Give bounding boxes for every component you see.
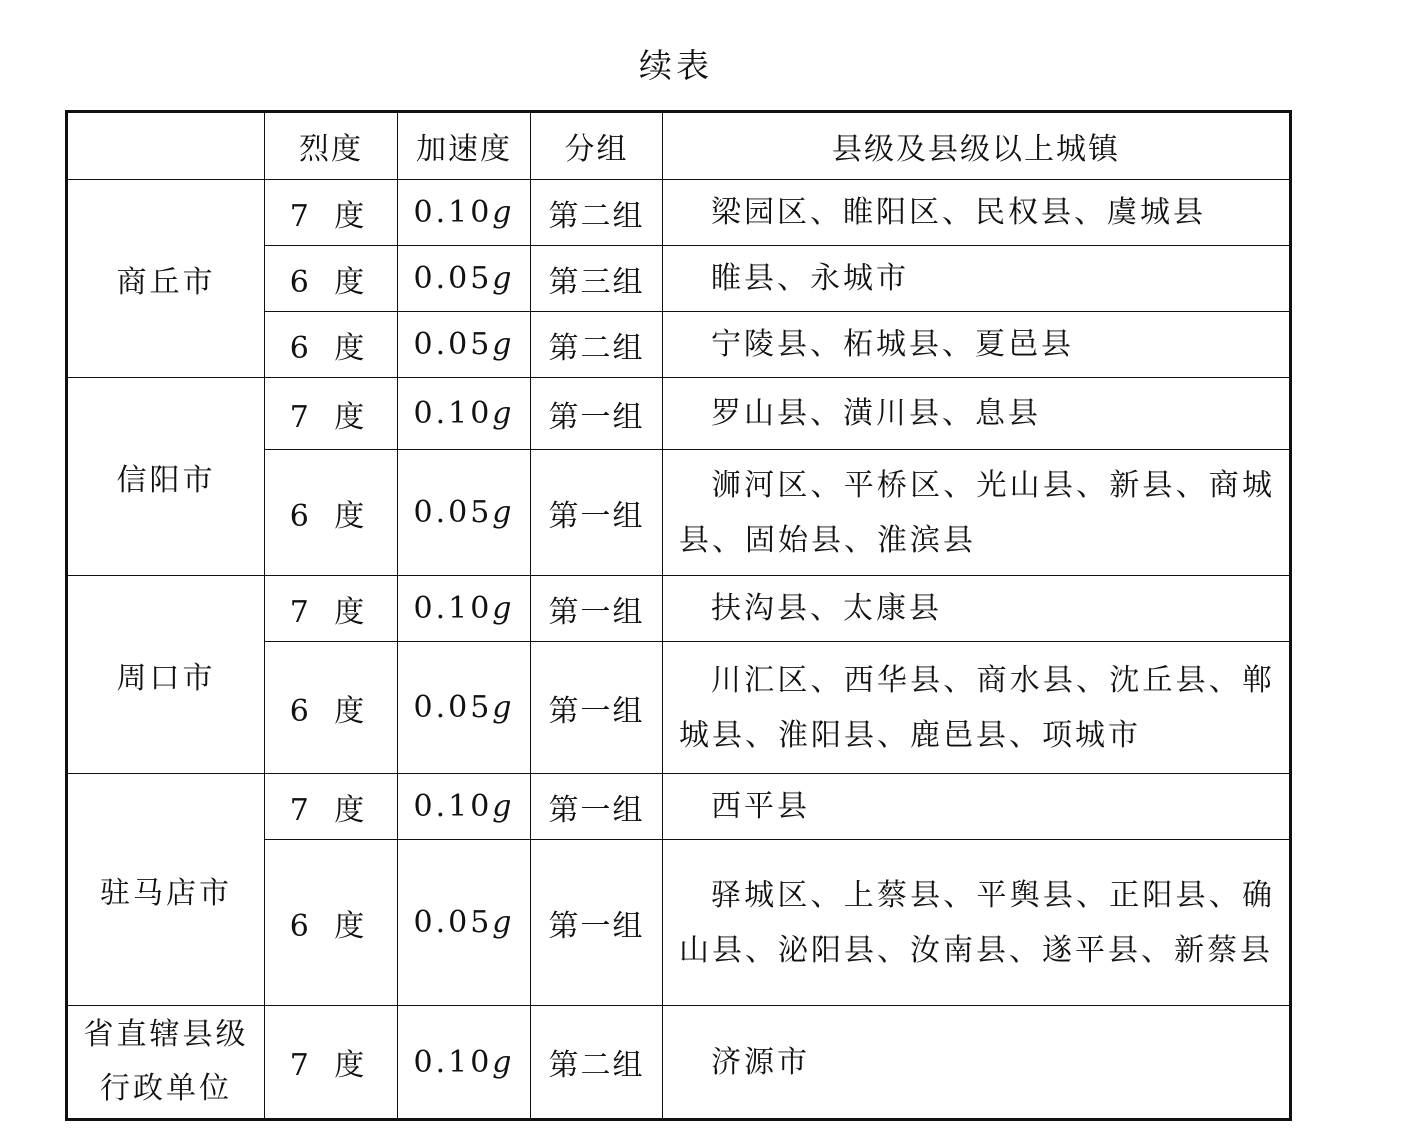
region-name: 信阳市 (67, 378, 265, 576)
group-cell: 第二组 (531, 1006, 663, 1120)
towns-cell: 驿城区、上蔡县、平舆县、正阳县、确山县、泌阳县、汝南县、遂平县、新蔡县 (663, 840, 1291, 1006)
group-cell: 第一组 (531, 576, 663, 642)
intensity-cell: 7 度 (265, 1006, 398, 1120)
intensity-cell: 6 度 (265, 246, 398, 312)
group-cell: 第一组 (531, 774, 663, 840)
intensity-cell: 6 度 (265, 642, 398, 774)
group-cell: 第三组 (531, 246, 663, 312)
acceleration-cell: 0.10g (398, 378, 531, 450)
acceleration-cell: 0.05g (398, 450, 531, 576)
table-row (67, 774, 1291, 840)
towns-cell: 宁陵县、柘城县、夏邑县 (663, 312, 1291, 378)
towns-cell: 浉河区、平桥区、光山县、新县、商城县、固始县、淮滨县 (663, 450, 1291, 576)
region-name: 省直辖县级 行政单位 (67, 1006, 265, 1120)
table-row (67, 576, 1291, 642)
group-cell: 第一组 (531, 378, 663, 450)
acceleration-cell: 0.10g (398, 1006, 531, 1120)
acceleration-cell: 0.05g (398, 840, 531, 1006)
header-group: 分组 (531, 112, 663, 180)
intensity-cell: 7 度 (265, 180, 398, 246)
acceleration-cell: 0.10g (398, 774, 531, 840)
towns-cell: 睢县、永城市 (663, 246, 1291, 312)
group-cell: 第一组 (531, 450, 663, 576)
group-cell: 第一组 (531, 840, 663, 1006)
region-name: 商丘市 (67, 180, 265, 378)
towns-cell: 济源市 (663, 1006, 1291, 1120)
intensity-cell: 7 度 (265, 378, 398, 450)
seismic-zoning-table (65, 110, 1292, 1121)
group-cell: 第一组 (531, 642, 663, 774)
towns-cell: 罗山县、潢川县、息县 (663, 378, 1291, 450)
table-row (67, 180, 1291, 246)
intensity-cell: 6 度 (265, 450, 398, 576)
region-name: 周口市 (67, 576, 265, 774)
towns-cell: 扶沟县、太康县 (663, 576, 1291, 642)
acceleration-cell: 0.05g (398, 246, 531, 312)
header-towns: 县级及县级以上城镇 (663, 112, 1291, 180)
towns-cell: 川汇区、西华县、商水县、沈丘县、郸城县、淮阳县、鹿邑县、项城市 (663, 642, 1291, 774)
acceleration-cell: 0.05g (398, 312, 531, 378)
acceleration-cell: 0.10g (398, 180, 531, 246)
acceleration-cell: 0.10g (398, 576, 531, 642)
header-intensity: 烈度 (265, 112, 398, 180)
towns-cell: 梁园区、睢阳区、民权县、虞城县 (663, 180, 1291, 246)
group-cell: 第二组 (531, 312, 663, 378)
group-cell: 第二组 (531, 180, 663, 246)
table-row (67, 378, 1291, 450)
table-row (67, 1006, 1291, 1120)
acceleration-cell: 0.05g (398, 642, 531, 774)
towns-cell: 西平县 (663, 774, 1291, 840)
header-acceleration: 加速度 (398, 112, 531, 180)
region-name: 驻马店市 (67, 774, 265, 1006)
intensity-cell: 7 度 (265, 576, 398, 642)
intensity-cell: 6 度 (265, 312, 398, 378)
header-region (67, 112, 265, 180)
header-row (67, 112, 1291, 180)
intensity-cell: 6 度 (265, 840, 398, 1006)
intensity-cell: 7 度 (265, 774, 398, 840)
table-title: 续表 (639, 46, 713, 85)
